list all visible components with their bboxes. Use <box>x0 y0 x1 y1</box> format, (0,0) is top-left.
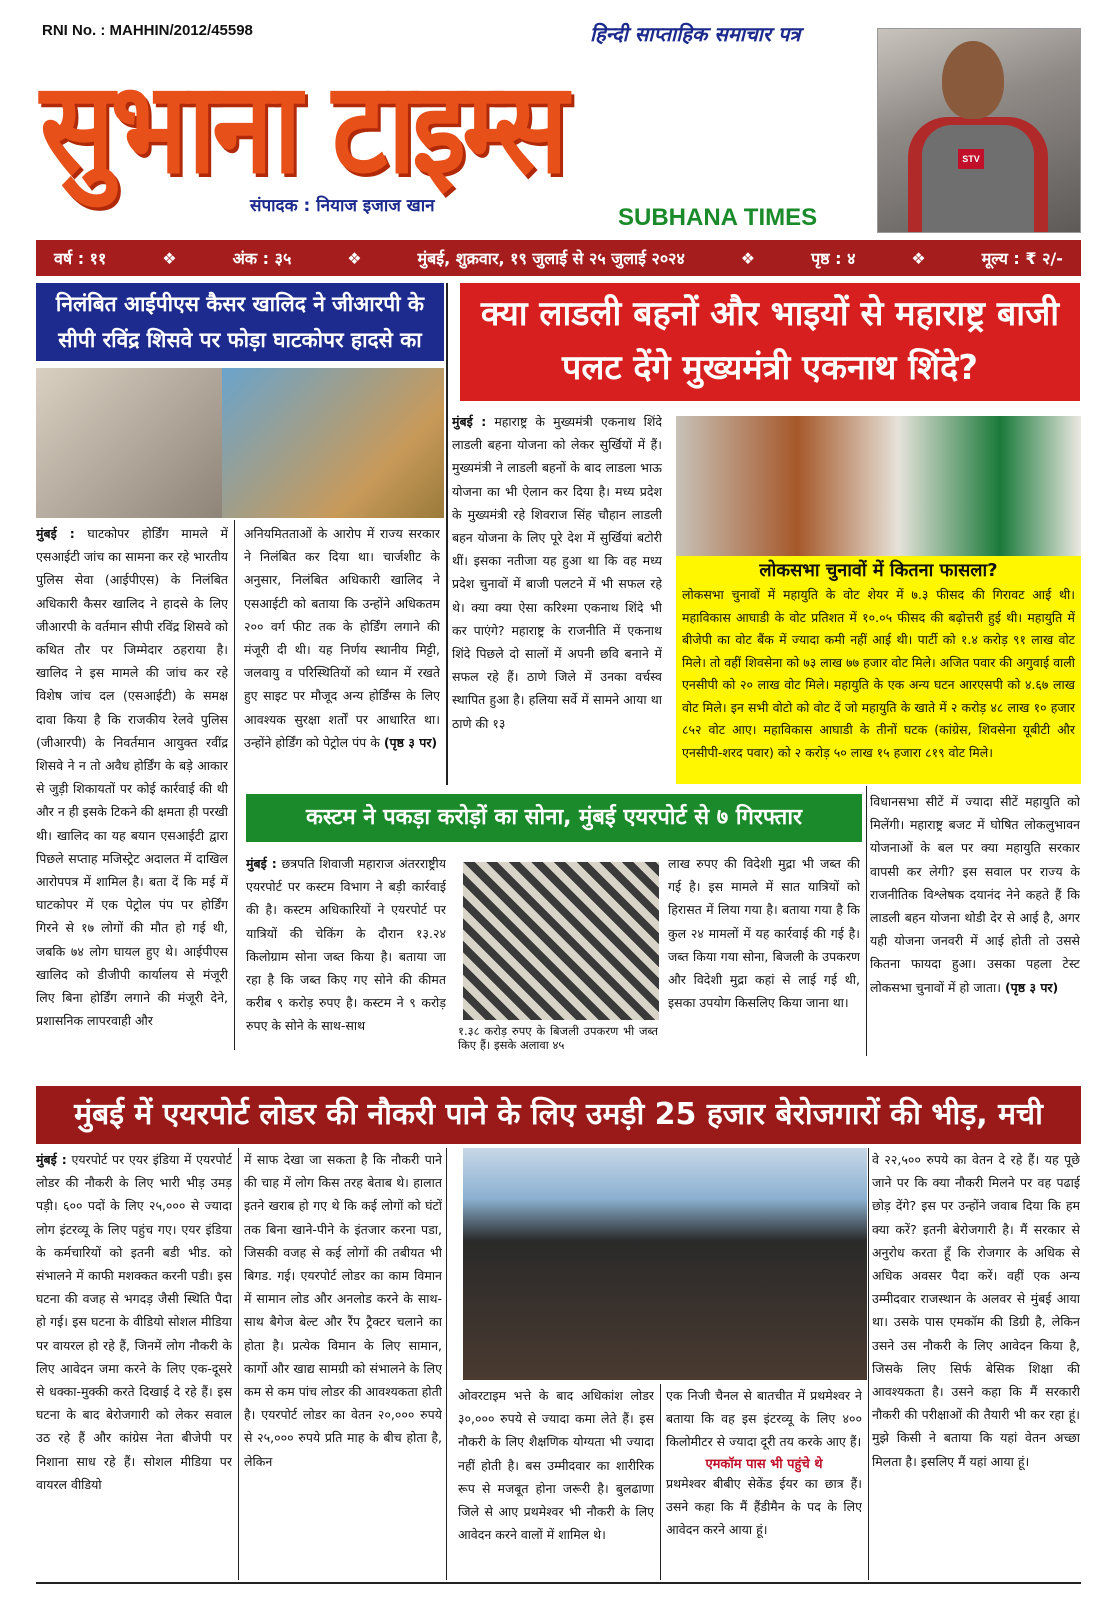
story2-dateline: मुंबई : <box>452 414 487 429</box>
rni-number: RNI No. : MAHHIN/2012/45598 <box>42 22 253 39</box>
story3-text-1: छत्रपति शिवाजी महाराज अंतरराष्ट्रीय एयरपोर्ट पर कस्टम विभाग ने बड़ी कार्रवाई की है। कस्टम अधिकारियों ने एयरपोर्ट पर यात्रियों की चेकिंग के दौरान १३.२४ किलोग्राम सोना जब्त किया है। बताया जा रहा है कि जब्त किए गए सोने की कीमत करीब ९ करोड़ रुपए है। कस्टम ने ९ करोड़ रुपए के सोने के साथ-साथ <box>246 856 446 1034</box>
separator-icon: ❖ <box>347 248 362 268</box>
column-rule <box>446 283 448 785</box>
story2-column-1 <box>452 410 662 784</box>
story2-headline: क्या लाडली बहनों और भाइयों से महाराष्ट्र बाजी पलट देंगे मुख्यमंत्री एकनाथ शिंदे? <box>460 283 1080 401</box>
story4-crowd-photo <box>463 1148 867 1380</box>
page-bottom-rule <box>36 1582 1081 1584</box>
story3-gold-photo <box>463 862 659 1020</box>
story1-headline: निलंबित आईपीएस कैसर खालिद ने जीआरपी के सीपी रविंद्र शिसवे पर फोड़ा घाटकोपर हादसे का <box>36 283 444 361</box>
story2-politicians-photo <box>676 416 1081 556</box>
loksabha-box <box>676 556 1081 784</box>
price-label: मूल्य : ₹ २/- <box>981 249 1063 268</box>
editor-credit: संपादक : नियाज इजाज खान <box>250 196 435 216</box>
column-rule <box>238 1148 239 1580</box>
story4-column-1 <box>36 1148 232 1578</box>
column-rule <box>234 520 235 1050</box>
microphone-icon: STV <box>958 149 984 169</box>
story1-dateline: मुंबई : <box>36 526 75 541</box>
story4-headline: मुंबई में एयरपोर्ट लोडर की नौकरी पाने के लिए उमड़ी 25 हजार बेरोजगारों की भीड़, मची <box>36 1086 1081 1144</box>
story2-continued: (पृष्ठ ३ पर) <box>1004 979 1059 995</box>
story4-text-3c: प्रथमेश्वर बीबीए सेकेंड ईयर का छात्र हैं। उसने कहा कि मैं हैंडीमैन के पद के लिए आवेदन करने आया हूं। <box>666 1475 862 1538</box>
photo-vest-shape <box>922 125 1034 233</box>
photo-head-shape <box>942 41 1004 119</box>
masthead-title: सुभाना टाइम्स <box>40 54 565 202</box>
story4-text-1: एयरपोर्ट पर एयर इंडिया में एयरपोर्ट लोडर की नौकरी के लिए भारी भीड़ उमड़ पड़ी। ६०० पदों के लिए २५,००० से ज्यादा लोग इंटरव्यू के लिए पहुंच गए। एयर इंडिया के कर्मचारियों को इतनी बडी भीड. को संभालने में काफी मशक्कत करनी पडी। इस घटना की वजह से भगदड़ जैसी स्थिति पैदा हो गई। इस घटना के वीडियो सोशल मीडिया पर वायरल हो रहे हैं, जिनमें लोग नौकरी के लिए आवेदन जमा करने के लिए एक-दूसरे से धक्का-मुक्की करते दिखाई दे रहे हैं। इस घटना के बाद बेरोजगारी को लेकर सवाल उठ रहे हैं और कांग्रेस नेता बीजेपी पर निशाना साध रहे हैं। सोशल मीडिया पर वायरल वीडियो <box>36 1152 232 1492</box>
column-rule <box>868 1148 869 1580</box>
issue-info-bar <box>36 240 1081 276</box>
tagline: हिन्दी साप्ताहिक समाचार पत्र <box>590 22 801 46</box>
loksabha-box-text: लोकसभा चुनावों में महायुति के वोट शेयर में ७.३ फीसद की गिरावट आई थी। महाविकास आघाडी के वोट प्रतिशत में १०.०५ फीसद की बढ़ोत्तरी हुई थी। महायुति में बीजेपी का वोट बैंक में ज्यादा कमी नहीं आई थी। पार्टी को १.४ करोड़ ९१ लाख वोट मिले। तो वहीं शिवसेना को ७३ लाख ७७ हजार वोट मिले। अजित पवार की अगुवाई वाली एनसीपी को २० लाख वोट मिले। महायुति के एक अन्य घटन आरएसपी को ४.६७ लाख वोट मिले। इन सभी वोटो को वोट दें जो महायुति के खाते में २ करोड़ ४८ लाख १० हजार ८५२ वोट आए। महाविकास आघाडी के तीनों घटक (कांग्रेस, शिवसेना यूबीटी और एनसीपी-शरद पवार) को २ करोड़ ५० लाख १५ हजारा ८१९ वोट मिले। <box>682 587 1075 760</box>
story3-headline: कस्टम ने पकड़ा करोड़ों का सोना, मुंबई एयरपोर्ट से ७ गिरफ्तार <box>246 794 862 842</box>
story2-text-1: महाराष्ट्र के मुख्यमंत्री एकनाथ शिंदे लाडली बहना योजना को लेकर सुर्खियों में हैं। मुख्यमंत्री ने लाडली बहनों के बाद लाडला भाऊ योजना का भी ऐलान कर दिया है। मध्य प्रदेश के मुख्यमंत्री रहे शिवराज सिंह चौहान लाडली बहन योजना के लिए पूरे देश में सुर्खियां बटोरी थीं। इसका नतीजा यह हुआ था कि वह मध्य प्रदेश चुनावों में बाजी पलटने में भी सफल रहे थे। क्या क्या ऐसा करिश्मा एकनाथ शिंदे भी कर पाएंगे? महाराष्ट्र के राजनीति में एकनाथ शिंदे पिछले दो सालों में अपनी छवि बनाने में सफल रहे हैं। ठाणे जिले में उनका वर्चस्व स्थापित हुआ है। हलिया सर्वे में सामने आया था ठाणे की १३ <box>452 414 662 731</box>
issue-label: अंक : ३५ <box>232 249 292 268</box>
story1-continued: (पृष्ठ ३ पर) <box>383 734 438 750</box>
story4-column-3b <box>666 1384 862 1578</box>
story1-text-2: अनियमितताओं के आरोप में राज्य सरकार ने निलंबित कर दिया था। चार्जशीट के अनुसार, निलंबित अधिकारी खालिद ने एसआईटी को बताया कि उन्होंने अधिकतम २०० वर्ग फीट तक के होर्डिंग लगाने की मंजूरी दी थी। यह निर्णय स्थानीय मिट्टी, जलवायु व परिस्थितियों को ध्यान में रखते हुए साइट पर मौजूद अन्य होर्डिंग्स के लिए आवश्यक सुरक्षा शर्तों पर आधारित था। उन्होंने होर्डिंग को पेट्रोल पंप के <box>244 526 440 750</box>
column-rule <box>660 1384 661 1580</box>
editor-photo <box>877 28 1081 233</box>
english-title: SUBHANA TIMES <box>618 204 818 231</box>
story3-dateline: मुंबई : <box>246 856 277 871</box>
story4-column-2: में साफ देखा जा सकता है कि नौकरी पाने की चाह में लोग किस तरह बेताब थे। हालात इतने खराब हो गए थे कि कई लोगों को घंटों तक बिना खाने-पीने के इंतजार करना पडा, जिसकी वजह से कई लोगों की तबीयत भी बिगड. गई। एयरपोर्ट लोडर का काम विमान में सामान लोड और अनलोड करने के साथ-साथ बैगेज बेल्ट और रैंप ट्रैक्टर चलाने का होता है। प्रत्येक विमान के लिए सामान, कार्गो और खाद्य सामग्री को संभालने के लिए कम से कम पांच लोडर की आवश्यकता होती है। एयरपोर्ट लोडर का वेतन २०,००० रुपये से २५,००० रुपये प्रति माह के बीच होता है, लेकिन <box>244 1152 442 1469</box>
story4-text-3b: एक निजी चैनल से बातचीत में प्रथमेश्वर ने बताया कि वह इस इंटरव्यू के लिए ४०० किलोमीटर से ज्यादा दूरी तय करके आए हैं। <box>666 1388 862 1450</box>
story3-column-1 <box>246 852 446 1052</box>
column-rule <box>446 1148 447 1580</box>
story1-text-1: घाटकोपर होर्डिंग मामले में एसआईटी जांच का सामना कर रहे भारतीय पुलिस सेवा (आईपीएस) के निलंबित अधिकारी कैसर खालिद ने हादसे के लिए जीआरपी के वर्तमान सीपी रविंद्र शिसवे को कथित तौर पर जिम्मेदार ठहराया है। खालिद ने इस मामले की जांच कर रहे विशेष जांच दल (एसआईटी) के समक्ष दावा किया है कि राजकीय रेलवे पुलिस (जीआरपी) के निवर्तमान आयुक्त रवींद्र शिसवे ने न तो अवैध होर्डिंग के बड़े आकार से जुड़ी शिकायतों पर कोई कार्रवाई की थी और न ही इसके टिकने की क्षमता ही परखी थी। खालिद का यह बयान एसआईटी द्वारा पिछले सप्ताह मजिस्ट्रेट अदालत में दाखिल आरोपपत्र में शामिल है। बता दें कि मई में घाटकोपर में एक पेट्रोल पंप पर होर्डिंग गिरने से १७ लोगों की मौत हो गई थी, जबकि ७४ लोग घायल हुए थे। आईपीएस खालिद को डीजीपी कार्यालय से मंजूरी लिए बिना होर्डिंग लगाने की मंजूरी देने, प्रशासनिक लापरवाही और <box>36 526 228 1029</box>
separator-icon: ❖ <box>740 248 756 268</box>
story4-subhead: एमकॉम पास भी पहुंचे थे <box>705 1456 823 1472</box>
separator-icon: ❖ <box>162 248 177 268</box>
story2-column-3 <box>870 790 1080 1054</box>
story3-column-3: लाख रुपए की विदेशी मुद्रा भी जब्त की गई है। इस मामले में सात यात्रियों को हिरासत में लिया गया है। बताया गया है कि कुल २४ मामलों में यह कार्रवाई की गई है। जब्त किया गया सोना, बिजली के उपकरण और विदेशी मुद्रा कहां से लाई गई थी, इसका उपयोग किसलिए किया जाना था। <box>668 856 860 1011</box>
story4-column-3a: ओवरटाइम भत्ते के बाद अधिकांश लोडर ३०,००० रुपये से ज्यादा कमा लेते हैं। इस नौकरी के लिए शैक्षणिक योग्यता भी ज्यादा नहीं होती है। बस उम्मीदवार का शारीरिक रूप से मजबूत होना जरूरी है। बुलढाणा जिले से आए प्रथमेश्वर भी नौकरी के लिए आवेदन करने वालों में शामिल थे। <box>458 1388 654 1543</box>
separator-icon: ❖ <box>911 248 926 268</box>
year-label: वर्ष : ११ <box>54 249 107 268</box>
pages-label: पृष्ठ : ४ <box>811 249 856 268</box>
dateline: मुंबई, शुक्रवार, १९ जुलाई से २५ जुलाई २०२४ <box>417 249 685 268</box>
column-rule <box>866 786 867 1056</box>
story1-photo-left <box>36 368 222 518</box>
loksabha-box-title: लोकसभा चुनावों में कितना फासला? <box>759 560 998 581</box>
story3-caption: १.३८ करोड़ रुपए के बिजली उपकरण भी जब्त किए हैं। इसके अलावा ४५ <box>458 1024 658 1052</box>
story4-column-4: वे २२,५०० रुपये का वेतन दे रहे हैं। यह पूछे जाने पर कि क्या नौकरी मिलने पर वह पढाई छोड़ देंगे? इस पर उन्होंने जवाब दिया कि हम क्या करें? इतनी बेरोजगारी है। मैं सरकार से अनुरोध करता हूँ कि रोजगार के अधिक से अधिक अवसर पैदा करें। वहीं एक अन्य उम्मीदवार राजस्थान के अलवर से मुंबई आया था। उसके पास एमकॉम की डिग्री है, लेकिन उसने उस नौकरी के लिए आवेदन किया है, जिसके लिए सिर्फ बेसिक शिक्षा की आवश्यकता है। उसने कहा कि मैं सरकारी नौकरी की परीक्षाओं की तैयारी भी कर रहा हूं। मुझे किसी ने बताया कि यहां वेतन अच्छा मिलता है। इसलिए मैं यहां आया हूं। <box>872 1152 1080 1469</box>
story1-photo-right <box>222 368 444 518</box>
story1-column-2 <box>244 522 440 784</box>
story1-column-1 <box>36 522 228 1050</box>
story2-text-3: विधानसभा सीटें में ज्यादा सीटें महायुति को मिलेंगी। महाराष्ट्र बजट में घोषित लोकलुभावन योजनाओं के बल पर क्या महायुति सरकार वापसी कर लेगी? इस सवाल पर राज्य के राजनीतिक विश्लेषक दयानंद नेने कहते हैं कि लाडली बहन योजना थोडी देर से आई है, अगर यही योजना जनवरी में आई होती तो उससे कितना फायदा हुआ। उसका पहला टेस्ट लोकसभा चुनावों में हो जाता। <box>870 794 1080 995</box>
story4-dateline: मुंबई : <box>36 1152 67 1167</box>
